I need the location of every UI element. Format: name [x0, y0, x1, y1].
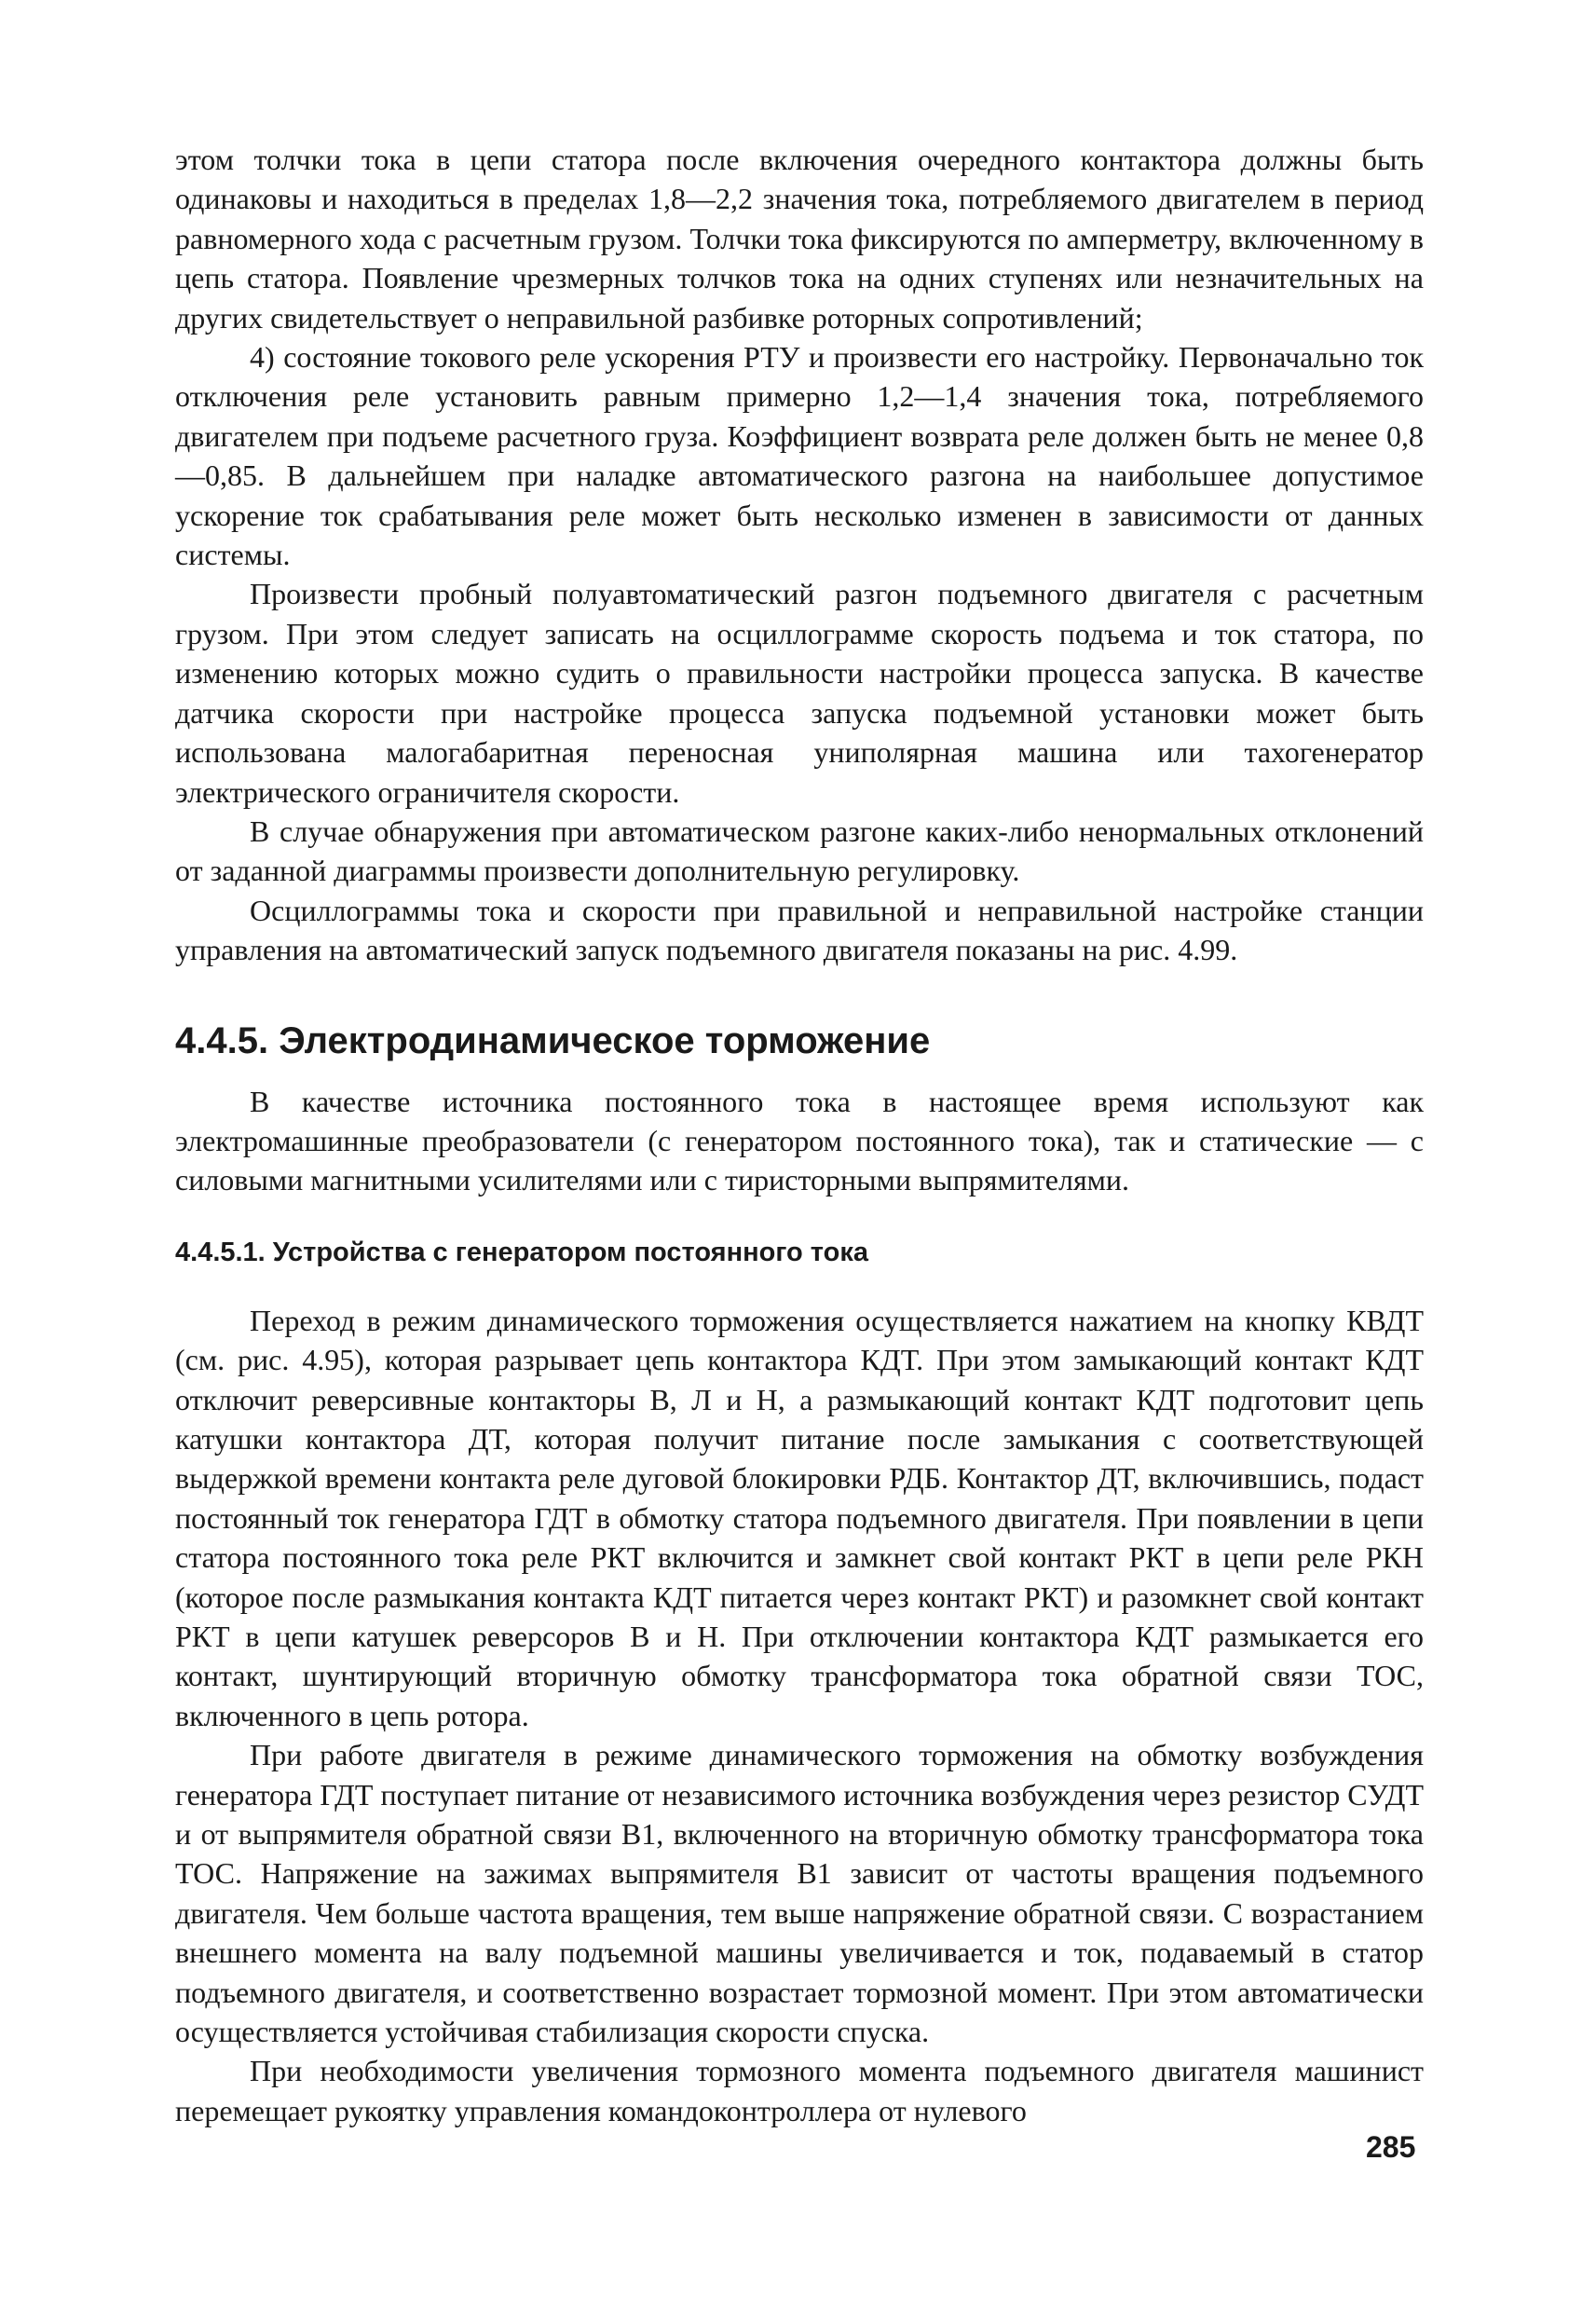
paragraph: Переход в режим динамического торможения осуществляется нажатием на кнопку КВДТ (см. рис. 4.95), которая разрывает цепь контактора КДТ. При этом замыкающий контакт КДТ отключит реверсивные контакторы В, Л и Н, а размыкающий контакт КДТ подготовит цепь катушки контактора ДТ, которая получит питание после замыкания с соответствующей выдержкой времени контакта реле дуговой блокировки РДБ. Контактор ДТ, включившись, подаст постоянный ток генератора ГДТ в обмотку статора подъемного двигателя. При появлении в цепи статора постоянного тока реле РКТ включится и замкнет свой контакт РКТ в цепи реле РКН (которое после размыкания контакта КДТ питается через контакт РКТ) и разомкнет свой контакт РКТ в цепи катушек реверсоров В и Н. При отключении контактора КДТ размыкается его контакт, шунтирующий вторичную обмотку трансформатора тока обратной связи ТОС, включенного в цепь ротора. [175, 1303, 1424, 1732]
paragraph: В случае обнаружения при автоматическом разгоне каких-либо ненормальных отклонений от заданной диаграммы произвести дополнительную регулировку. [175, 814, 1424, 888]
paragraph: Осциллограммы тока и скорости при правильной и неправильной настройке станции управления на автоматический запуск подъемного двигателя показаны на рис. 4.99. [175, 893, 1424, 967]
paragraph: При работе двигателя в режиме динамического торможения на обмотку возбуждения генератора ГДТ поступает питание от независимого источника возбуждения через резистор СУДТ и от выпрямителя обратной связи В1, включенного на вторичную обмотку трансформатора тока ТОС. Напряжение на зажимах выпрямителя В1 зависит от частоты вращения подъемного двигателя. Чем больше частота вращения, тем выше напряжение обратной связи. С возрастанием внешнего момента на валу подъемной машины увеличивается и ток, подаваемый в статор подъемного двигателя, и соответственно возрастает тормозной момент. При этом автоматически осуществляется устойчивая стабилизация скорости спуска. [175, 1738, 1424, 2049]
section-heading: 4.4.5. Электродинамическое торможение [175, 1019, 931, 1061]
paragraph: В качестве источника постоянного тока в настоящее время используют как электромашинные преобразователи (с генератором постоянного тока), так и статические — с силовыми магнитными усилителями или с тиристорными выпрямителями. [175, 1084, 1424, 1197]
paragraph: При необходимости увеличения тормозного момента подъемного двигателя машинист перемещает рукоятку управления командоконтроллера от нулевого [175, 2054, 1424, 2127]
subsection-heading: 4.4.5.1. Устройства с генератором постоянного тока [175, 1237, 868, 1267]
paragraph: Произвести пробный полуавтоматический разгон подъемного двигателя с расчетным грузом. При этом следует записать на осциллограмме скорость подъема и ток статора, по изменению которых можно судить о правильности настройки процесса запуска. В качестве датчика скорости при настройке процесса запуска подъемной установки может быть использована малогабаритная переносная униполярная машина или тахогенератор электрического ограничителя скорости. [175, 577, 1424, 809]
page-body [175, 140, 1424, 2130]
paragraph: этом толчки тока в цепи статора после включения очередного контактора должны быть одинаковы и находиться в пределах 1,8—2,2 значения тока, потребляемого двигателем в период равномерного хода с расчетным грузом. Толчки тока фиксируются по амперметру, включенному в цепь статора. Появление чрезмерных толчков тока на одних ступенях или незначительных на других свидетельствует о неправильной разбивке роторных сопротивлений; [175, 143, 1424, 335]
page-number: 285 [1366, 2130, 1416, 2164]
paragraph: 4) состояние токового реле ускорения РТУ и произвести его настройку. Первоначально ток отключения реле установить равным примерно 1,2—1,4 значения тока, потребляемого двигателем при подъеме расчетного груза. Коэффициент возврата реле должен быть не менее 0,8—0,85. В дальнейшем при наладке автоматического разгона на наибольшее допустимое ускорение ток срабатывания реле может быть несколько изменен в зависимости от данных системы. [175, 340, 1424, 572]
